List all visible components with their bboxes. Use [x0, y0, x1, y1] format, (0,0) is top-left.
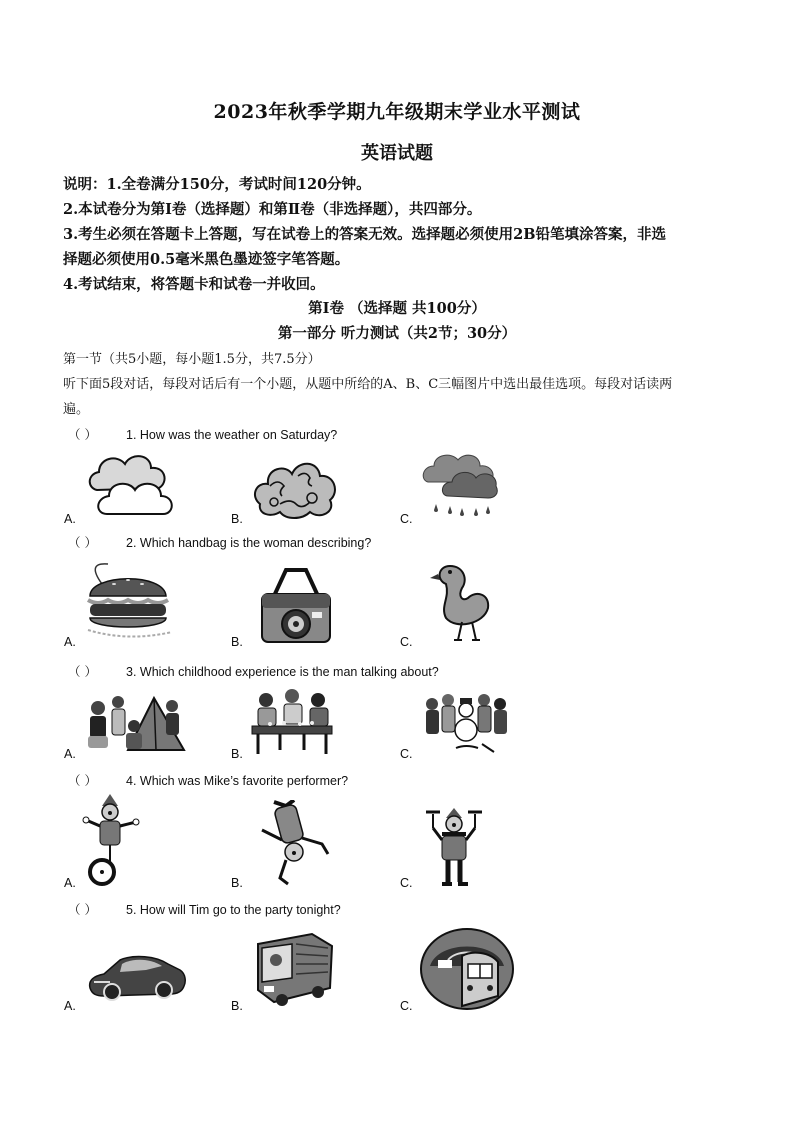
option-c[interactable]: C. [400, 512, 413, 526]
instruction-line: 4.考试结束，将答题卡和试卷一并收回。 [63, 276, 325, 293]
car-icon [86, 948, 188, 1004]
answer-paren: （ ） [68, 535, 97, 550]
instruction-line: 3.考生必须在答题卡上答题，写在试卷上的答案无效。选择题必须使用2B铅笔填涂答案，非选 [63, 226, 666, 243]
instruction-line: 2.本试卷分为第Ⅰ卷（选择题）和第Ⅱ卷（非选择题），共四部分。 [63, 201, 482, 218]
snowman-kids-icon [422, 690, 510, 754]
question-text: 1. How was the weather on Saturday? [126, 428, 338, 442]
option-a[interactable]: A. [64, 747, 76, 761]
question-text: 4. Which was Mike’s favorite performer? [126, 774, 349, 788]
question-4 [68, 771, 348, 789]
option-b[interactable]: B. [231, 747, 243, 761]
camping-kids-icon [84, 690, 188, 754]
kids-at-table-icon [250, 688, 334, 756]
option-c[interactable]: C. [400, 999, 413, 1013]
option-a[interactable]: A. [64, 635, 76, 649]
volume-heading: 第Ⅰ卷 （选择题 共100分） [308, 300, 486, 317]
option-b[interactable]: B. [231, 999, 243, 1013]
question-text: 2. Which handbag is the woman describing? [126, 536, 372, 550]
windy-clouds-icon [250, 446, 342, 522]
option-c[interactable]: C. [400, 747, 413, 761]
section-heading: 第一节（共5小题，每小题1.5分，共7.5分） [63, 352, 321, 367]
question-2 [68, 533, 371, 551]
question-5 [68, 900, 341, 918]
question-text: 3. Which childhood experience is the man talking about? [126, 665, 439, 679]
subway-train-icon [418, 926, 516, 1012]
question-3 [68, 662, 439, 680]
option-b[interactable]: B. [231, 876, 243, 890]
option-a[interactable]: A. [64, 876, 76, 890]
section-directions: 遍。 [63, 402, 90, 417]
exam-subtitle: 英语试题 [361, 143, 433, 164]
answer-paren: （ ） [68, 427, 97, 442]
part-heading: 第一部分 听力测试（共2节；30分） [277, 325, 517, 342]
option-b[interactable]: B. [231, 512, 243, 526]
camera-bag-icon [256, 566, 336, 646]
handstand-clown-icon [250, 800, 332, 886]
bus-icon [254, 932, 334, 1008]
option-c[interactable]: C. [400, 876, 413, 890]
option-c[interactable]: C. [400, 635, 413, 649]
question-1 [68, 425, 337, 443]
instruction-line: 择题必须使用0.5毫米黑色墨迹签字笔答题。 [63, 251, 350, 268]
option-a[interactable]: A. [64, 999, 76, 1013]
juggling-clown-icon [422, 804, 486, 888]
hamburger-bag-icon [84, 560, 172, 642]
cloudy-icon [85, 448, 180, 520]
flamingo-bag-icon [428, 558, 508, 644]
answer-paren: （ ） [68, 664, 97, 679]
option-a[interactable]: A. [64, 512, 76, 526]
instruction-line: 说明：1.全卷满分150分，考试时间120分钟。 [63, 176, 371, 193]
rain-icon [420, 452, 500, 522]
option-b[interactable]: B. [231, 635, 243, 649]
question-text: 5. How will Tim go to the party tonight? [126, 903, 341, 917]
exam-title: 2023年秋季学期九年级期末学业水平测试 [213, 101, 581, 123]
unicycle-clown-icon [80, 794, 144, 886]
section-directions: 听下面5段对话，每段对话后有一个小题，从题中所给的A、B、C三幅图片中选出最佳选项。每段对话读两 [63, 377, 673, 392]
answer-paren: （ ） [68, 902, 97, 917]
answer-paren: （ ） [68, 773, 97, 788]
